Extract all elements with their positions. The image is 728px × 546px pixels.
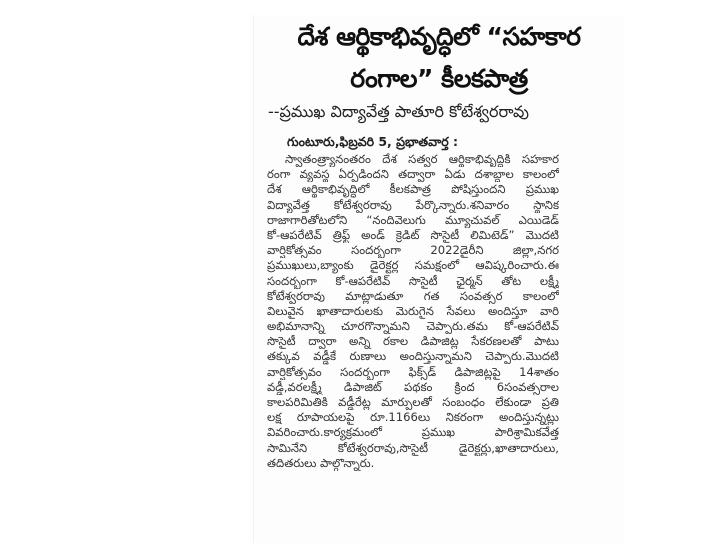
article-body	[267, 152, 559, 471]
body-line: తక్కువ వడ్డీకే రుణాలు అందిస్తున్నామని చెప్పారు.మొదటి	[267, 349, 559, 364]
body-line: సొసైటీ ద్వారా అన్ని రకాల డిపాజిట్ల సేకరణలతో పాటు	[267, 334, 559, 349]
body-line: సందర్భంగా కో-ఆపరేటివ్ సొసైటీ ఛైర్మన్ తోట లక్ష్మీ	[267, 273, 559, 288]
body-line: విద్యావేత్త కోటేశ్వరరావు పేర్కొన్నారు.శనివారం స్థానిక	[267, 197, 559, 212]
body-line: కోటేశ్వరరావు మాట్లాడుతూ గత సంవత్సర కాలంలో	[267, 288, 559, 303]
body-line: వార్షికోత్సవం సందర్భంగా ఫిక్స్‌డ్ డిపాజిట్లపై 14శాతం	[267, 364, 559, 379]
body-line: తదితరులు పాల్గొన్నారు.	[267, 455, 375, 470]
body-line: వార్షికోత్సవం సందర్భంగా 2022డైరీని జిల్లా,నగర	[267, 243, 559, 258]
headline-line-1: దేశ ఆర్థికాభివృద్ధిలో “సహకార	[297, 22, 581, 51]
byline: --ప్రముఖ విద్యావేత్త పాతూరి కోటేశ్వరరావు	[268, 102, 529, 121]
newspaper-clipping	[253, 15, 624, 543]
body-line: రంగా వ్యవస్థ ఏర్పడిందని తద్వారా ఏడు దశాబ్ధాల కాలంలో	[267, 167, 559, 182]
body-line: స్వాతంత్ర్యానంతరం దేశ సత్వర ఆర్థికాభివృద్ధికి సహకార	[285, 152, 559, 166]
body-line: ప్రముఖులు,బ్యాంకు డైరెక్టర్ల సమక్షంలో ఆవిష్కరించారు.ఈ	[267, 258, 559, 273]
body-line: వివరించారు.కార్యక్రమంలో ప్రముఖ పారిశ్రామికవేత్త	[267, 425, 559, 440]
body-line: కో-ఆపరేటివ్ త్రిఫ్ట్ అండ్ క్రెడిట్ సొసైటీ లిమిటెడ్” మొదటి	[267, 227, 559, 242]
body-line: అభిమానాన్ని చూరగొన్నామని చెప్పారు.తమ కో-ఆపరేటివ్	[267, 319, 559, 334]
body-line: సామినేని కోటేశ్వరరావు,సొసైటీ డైరెక్టర్లు,ఖాతాదారులు,	[267, 440, 559, 455]
body-line: దేశ ఆర్థికాభివృద్ధిలో కీలకపాత్ర పోషిస్తుందని ప్రముఖ	[267, 182, 559, 197]
dateline: గుంటూరు,ఫిబ్రవరి 5, ప్రభాతవార్త :	[287, 134, 459, 149]
body-line: రాజాగారితోటలోని “నందివెలుగు మ్యూచువల్ ఎయిడెడ్	[267, 212, 559, 227]
body-line: లక్ష రూపాయలపై రూ.1166లు నికరంగా అందిస్తున్నట్లు	[267, 410, 559, 425]
body-line: విలువైన ఖాతాదారులకు మెరుగైన సేవలు అందిస్తూ వారి	[267, 303, 559, 318]
headline-line-2: రంగాల” కీలకపాత్ర	[350, 64, 528, 93]
body-line: కాలపరిమితికి వడ్డీరేట్ల మార్పులతో సంబంధం లేకుండా ప్రతి	[267, 395, 559, 409]
body-line: వడ్డీ,వరలక్ష్మీ డిపాజిట్ పథకం క్రింద 6సంవత్సరాల	[267, 379, 559, 394]
